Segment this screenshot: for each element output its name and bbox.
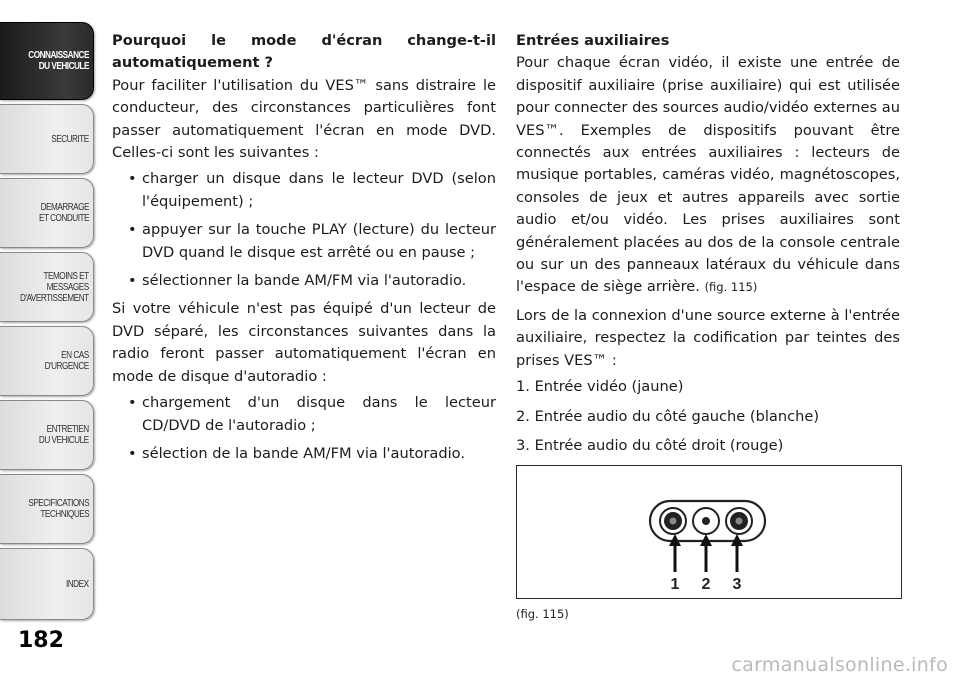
tab-label: SECURITE: [51, 133, 89, 145]
bullet-icon: •: [128, 170, 137, 188]
figure-caption: (fig. 115): [516, 607, 569, 621]
left-column: [112, 30, 496, 471]
bullet-icon: •: [128, 272, 137, 290]
numbered-list: [516, 376, 900, 457]
page-number: 182: [18, 628, 64, 653]
callout-2: 2: [701, 576, 711, 593]
tab-label: SPECIFICATIONS TECHNIQUES: [28, 498, 89, 520]
list-item: • charger un disque dans le lecteur DVD (selon l'équipement) ;: [128, 170, 496, 210]
tab-label: CONNAISSANCE DU VEHICULE: [28, 50, 89, 72]
paragraph: Lors de la connexion d'une source externe à l'entrée auxiliaire, respectez la codification par teintes des prises VES™ :: [516, 306, 900, 369]
bullet-icon: •: [128, 221, 137, 239]
list-item: • chargement d'un disque dans le lecteur CD/DVD de l'autoradio ;: [128, 394, 496, 434]
chapter-tabs: [0, 22, 97, 624]
tab-label: EN CAS D'URGENCE: [44, 350, 89, 372]
paragraph: Pour chaque écran vidéo, il existe une entrée de dispositif auxiliaire (prise auxiliaire) qui est utilisée pour connecter des sources audio/vidéo externes au VES™. Exemples de dispositifs pouvant être connectés aux entrées auxiliaires : lecteurs de musique portables, caméras vidéo, magnétoscopes, consoles de jeux et autres appareils avec sortie audio et/ou vidéo. Les prises auxiliaires sont généralement placées au dos de la console centrale ou sur un des panneaux latéraux du véhicule dans l'espace de siège arrière. (fig. 115): [516, 54, 900, 296]
jack-video-icon: [660, 508, 686, 534]
tab-demarrage-et-conduite[interactable]: [0, 178, 94, 248]
callout-1: 1: [670, 576, 680, 593]
list-item: • sélectionner la bande AM/FM via l'autoradio.: [112, 270, 496, 292]
bullet-list: [112, 392, 496, 465]
list-item: 1. Entrée vidéo (jaune): [516, 378, 684, 396]
section-heading: Entrées auxiliaires: [516, 32, 670, 49]
bullet-icon: •: [128, 444, 137, 462]
list-item: • appuyer sur la touche PLAY (lecture) du lecteur DVD quand le disque est arrêté ou en pause ;: [128, 221, 496, 261]
aux-jack-figure: [516, 465, 902, 599]
callout-3: 3: [732, 576, 742, 593]
tab-label: TEMOINS ET MESSAGES D'AVERTISSEMENT: [20, 270, 89, 304]
list-item: 3. Entrée audio du côté droit (rouge): [516, 436, 784, 454]
bullet-list: [112, 168, 496, 292]
intro-paragraph: Pour faciliter l'utilisation du VES™ sans distraire le conducteur, des circonstances particulières font passer automatiquement l'écran en mode DVD. Celles-ci sont les suivantes :: [112, 76, 496, 162]
tab-label: ENTRETIEN DU VEHICULE: [39, 424, 89, 446]
bullet-icon: •: [128, 394, 137, 412]
jack-audio-left-icon: [693, 508, 719, 534]
tab-index[interactable]: [0, 548, 94, 620]
tab-temoins-et-messages[interactable]: [0, 252, 94, 322]
jack-audio-right-icon: [726, 508, 752, 534]
aux-jack-illustration: [517, 466, 903, 600]
tab-specifications-techniques[interactable]: [0, 474, 94, 544]
paragraph: Si votre véhicule n'est pas équipé d'un lecteur de DVD séparé, les circonstances suivantes dans la radio feront passer automatiquement l'écran en mode de disque d'autoradio :: [112, 300, 496, 385]
watermark: carmanualsonline.info: [731, 654, 948, 676]
tab-en-cas-d-urgence[interactable]: [0, 326, 94, 396]
tab-connaissance-du-vehicule[interactable]: [0, 22, 94, 100]
list-item: 2. Entrée audio du côté gauche (blanche): [516, 407, 820, 425]
figure-reference: (fig. 115): [704, 280, 758, 295]
tab-entretien-du-vehicule[interactable]: [0, 400, 94, 470]
tab-label: INDEX: [66, 578, 89, 590]
list-item: • sélection de la bande AM/FM via l'autoradio.: [112, 443, 496, 465]
section-heading: Pourquoi le mode d'écran change-t-il automatiquement ?: [112, 32, 496, 72]
tab-label: DEMARRAGE ET CONDUITE: [38, 202, 89, 224]
tab-securite[interactable]: [0, 104, 94, 174]
right-column: [516, 30, 900, 464]
